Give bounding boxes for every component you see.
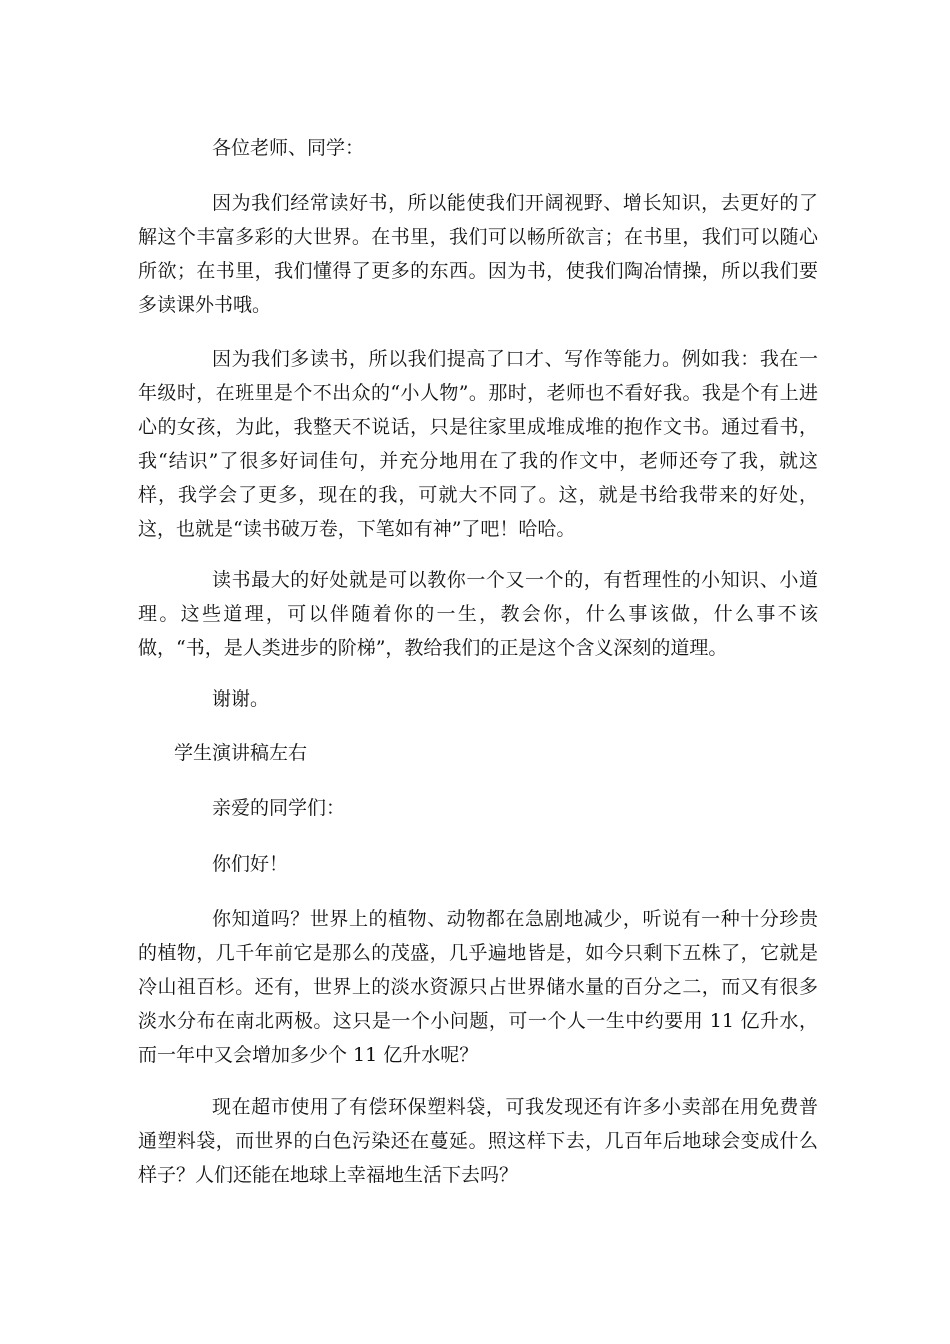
greeting: 你们好！ (212, 853, 289, 875)
paragraph-reading-benefits: 因为我们经常读好书，所以能使我们开阔视野、增长知识，去更好的了解这个丰富多彩的大世界。在书里，我们可以畅所欲言；在书里，我们可以随心所欲；在书里，我们懂得了更多的东西。因为书，使我们陶冶情操，所以我们要多读课外书哦。 (138, 192, 818, 316)
closing-thanks: 谢谢。 (212, 688, 270, 710)
salutation-classmates: 亲爱的同学们： (212, 797, 346, 819)
paragraph-personal-example: 因为我们多读书，所以我们提高了口才、写作等能力。例如我：我在一年级时，在班里是个不出众的“小人物”。那时，老师也不看好我。我是个有上进心的女孩，为此，我整天不说话，只是往家里成堆成堆的抱作文书。通过看书，我“结识”了很多好词佳句，并充分地用在了我的作文中，老师还夸了我，就这样，我学会了更多，现在的我，可就大不同了。这，就是书给我带来的好处，这，也就是“读书破万卷，下笔如有神”了吧！哈哈。 (138, 348, 818, 540)
paragraph-plastic-bags: 现在超市使用了有偿环保塑料袋，可我发现还有许多小卖部在用免费普通塑料袋，而世界的白色污染还在蔓延。照这样下去，几百年后地球会变成什么样子？人们还能在地球上幸福地生活下去吗？ (138, 1096, 818, 1186)
salutation-teachers: 各位老师、同学： (212, 137, 365, 159)
paragraph-philosophy: 读书最大的好处就是可以教你一个又一个的，有哲理性的小知识、小道理。这些道理，可以伴随着你的一生，教会你，什么事该做，什么事不该做，“书，是人类进步的阶梯”，教给我们的正是这个含义深刻的道理。 (138, 569, 818, 659)
section-heading: 学生演讲稿左右 (174, 742, 308, 764)
paragraph-environment: 你知道吗？世界上的植物、动物都在急剧地减少，听说有一种十分珍贵的植物，几千年前它是那么的茂盛，几乎遍地皆是，如今只剩下五株了，它就是冷山祖百杉。还有，世界上的淡水资源只占世界储水量的百分之二，而又有很多淡水分布在南北两极。这只是一个小问题，可一个人一生中约要用 11 亿升水，而一年中又会增加多少个 11 亿升水呢？ (138, 908, 818, 1066)
